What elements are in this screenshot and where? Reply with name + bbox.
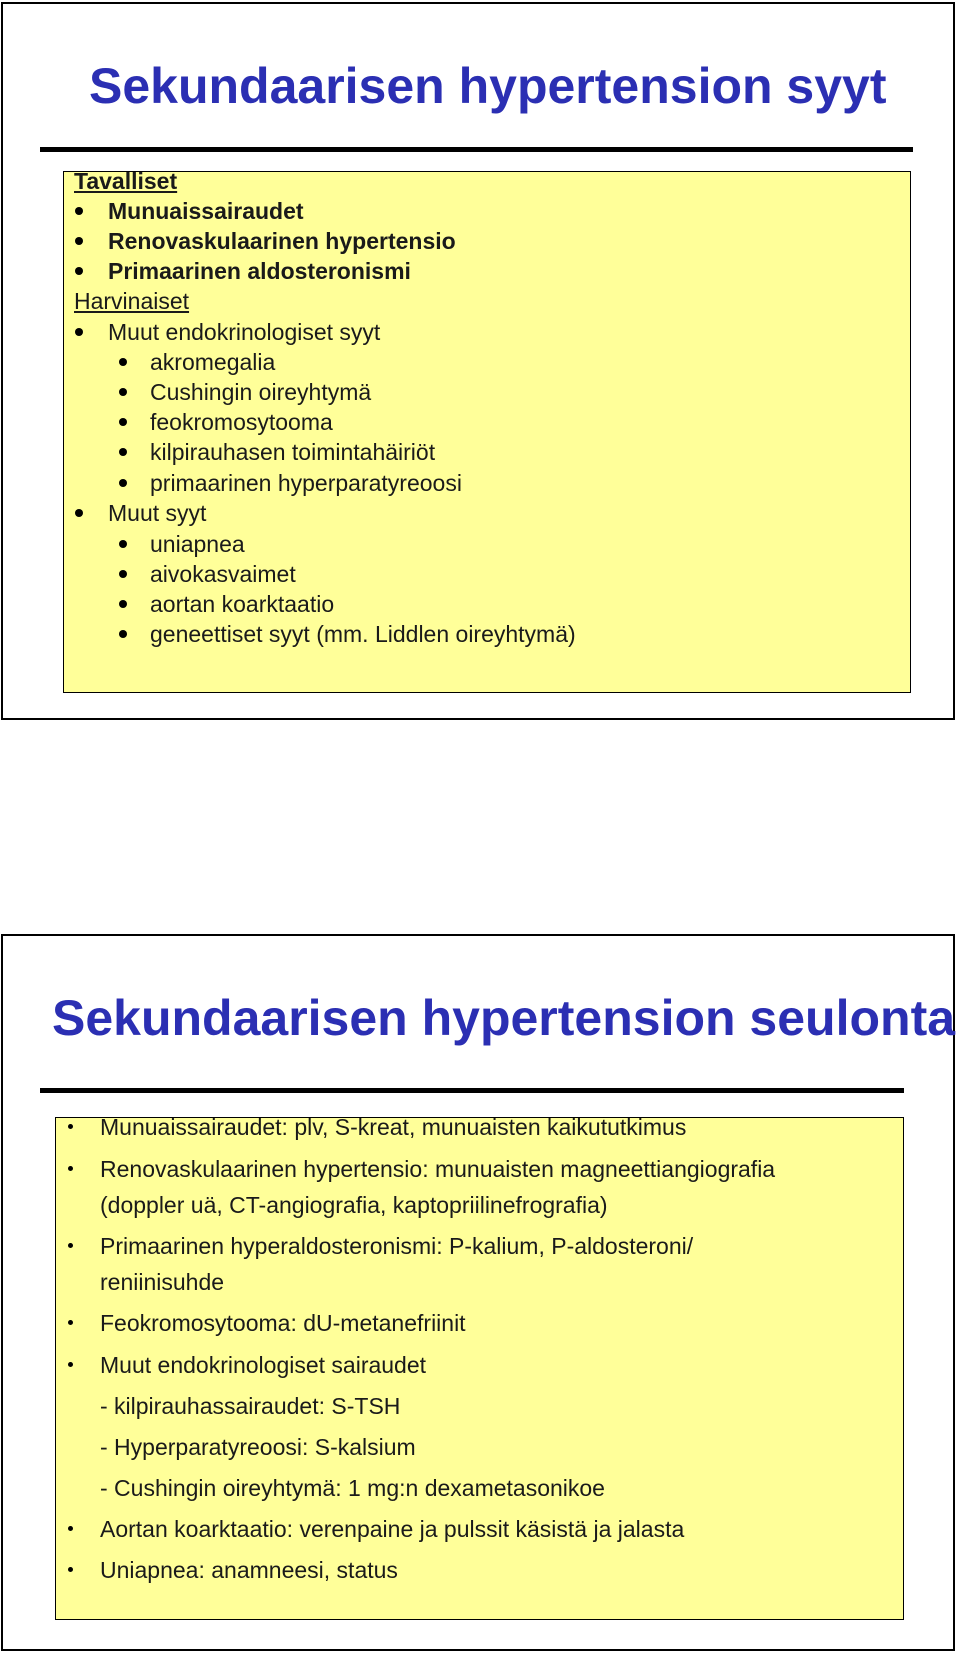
bullet-icon [68, 1526, 73, 1531]
list-item: Munuaissairaudet: plv, S-kreat, munuaisten kaikututkimus [100, 1109, 686, 1145]
list-subitem: Cushingin oireyhtymä [150, 377, 371, 407]
list-item: Primaarinen hyperaldosteronismi: P-kalium, P-aldosteroni/ [100, 1228, 693, 1264]
slide-2-title: Sekundaarisen hypertension seulonta [52, 990, 956, 1046]
list-subitem: aortan koarktaatio [150, 589, 334, 619]
list-item: Feokromosytooma: dU-metanefriinit [100, 1305, 466, 1341]
bullet-icon [68, 1320, 73, 1325]
list-item-continuation: (doppler uä, CT-angiografia, kaptopriilinefrografia) [100, 1192, 608, 1218]
list-item: Renovaskulaarinen hypertensio: munuaisten magneettiangiografia [100, 1151, 775, 1187]
slide-1-title: Sekundaarisen hypertension syyt [89, 58, 887, 114]
bullet-icon [75, 207, 83, 215]
list-item: Uniapnea: anamneesi, status [100, 1552, 398, 1588]
bullet-icon [119, 479, 127, 487]
bullet-icon [119, 630, 127, 638]
list-item: Muut endokrinologiset sairaudet [100, 1347, 426, 1383]
slide-1-divider [40, 147, 913, 152]
bullet-icon [68, 1243, 73, 1248]
bullet-icon [119, 388, 127, 396]
list-subitem: - Hyperparatyreoosi: S-kalsium [100, 1434, 416, 1460]
bullet-icon [119, 600, 127, 608]
bullet-icon [119, 448, 127, 456]
bullet-icon [119, 570, 127, 578]
list-item: Aortan koarktaatio: verenpaine ja pulssit käsistä ja jalasta [100, 1511, 684, 1547]
bullet-icon [75, 328, 83, 336]
bullet-icon [75, 267, 83, 275]
list-subitem: aivokasvaimet [150, 559, 296, 589]
bullet-icon [68, 1124, 73, 1129]
common-heading: Tavalliset [74, 168, 178, 194]
bullet-icon [68, 1567, 73, 1572]
bullet-icon [119, 418, 127, 426]
bullet-icon [119, 540, 127, 548]
list-item: Primaarinen aldosteronismi [108, 256, 411, 286]
list-subitem: - Cushingin oireyhtymä: 1 mg:n dexametasonikoe [100, 1475, 605, 1501]
list-subitem: uniapnea [150, 529, 245, 559]
list-subitem: - kilpirauhassairaudet: S-TSH [100, 1393, 401, 1419]
screening-box [55, 1114, 904, 1620]
list-item: Muut syyt [108, 498, 206, 528]
rare-heading: Harvinaiset [74, 288, 190, 314]
list-subitem: kilpirauhasen toimintahäiriöt [150, 437, 435, 467]
bullet-icon [75, 237, 83, 245]
causes-box [63, 168, 911, 693]
list-subitem: feokromosytooma [150, 407, 333, 437]
list-item: Renovaskulaarinen hypertensio [108, 226, 456, 256]
list-subitem: geneettiset syyt (mm. Liddlen oireyhtymä) [150, 619, 576, 649]
list-item-continuation: reniinisuhde [100, 1269, 225, 1295]
slide-2-divider [40, 1088, 904, 1093]
list-subitem: akromegalia [150, 347, 275, 377]
list-item: Muut endokrinologiset syyt [108, 317, 380, 347]
bullet-icon [75, 509, 83, 517]
list-subitem: primaarinen hyperparatyreoosi [150, 468, 462, 498]
bullet-icon [119, 358, 127, 366]
list-item: Munuaissairaudet [108, 196, 304, 226]
bullet-icon [68, 1362, 73, 1367]
bullet-icon [68, 1166, 73, 1171]
